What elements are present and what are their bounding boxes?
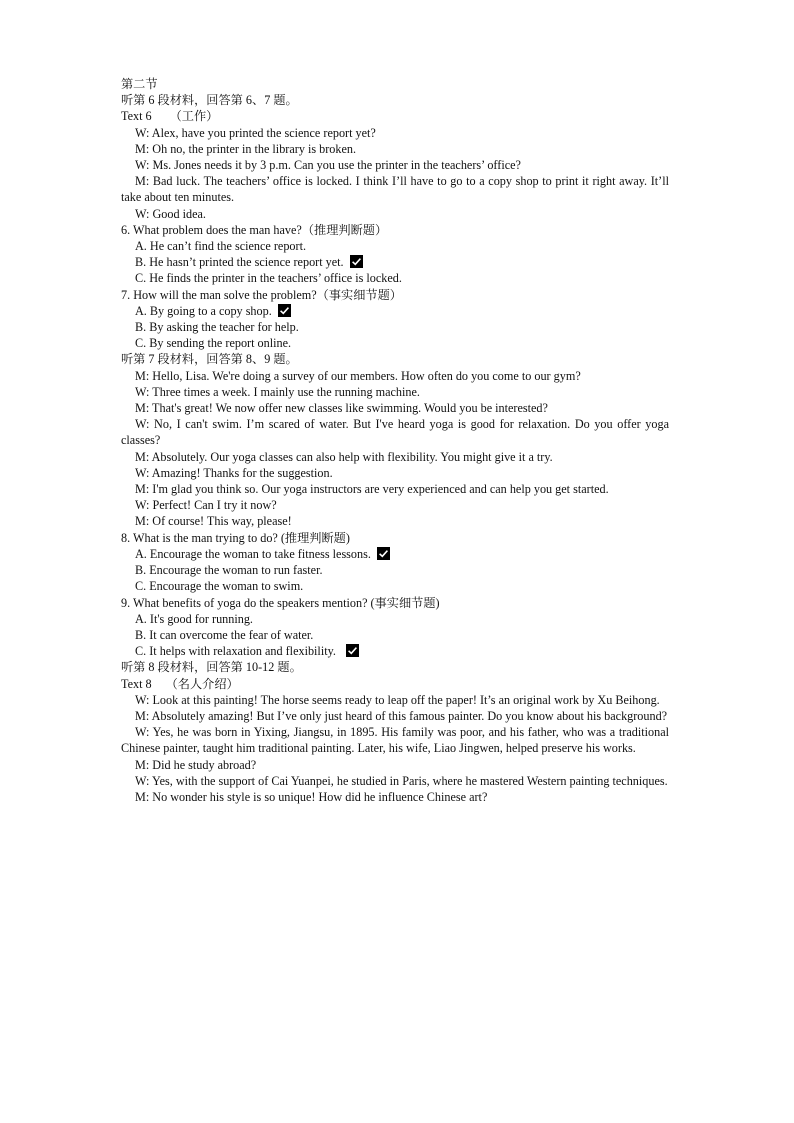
text8-topic: （名人介绍） — [165, 676, 239, 691]
dialogue-line: W: No, I can't swim. I’m scared of water. But I've heard yoga is good for relaxation. Do you offer yoga classes? — [121, 417, 669, 448]
document-page — [121, 76, 669, 805]
dialogue-line: W: Perfect! Can I try it now? — [135, 498, 277, 513]
dialogue-line: W: Good idea. — [135, 206, 206, 221]
question-9-stem: 9. What benefits of yoga do the speakers mention? (事实细节题) — [121, 595, 440, 610]
dialogue-line: W: Yes, he was born in Yixing, Jiangsu, in 1895. His family was poor, and his father, who was a traditional Chinese painter, taught him traditional painting. Later, his wife, Liao Jingwen, helped preserve his works. — [121, 725, 669, 756]
checkbox-checked-icon — [350, 255, 363, 268]
q7-option-c: C. By sending the report online. — [135, 336, 292, 351]
q6-option-a: A. He can’t find the science report. — [135, 239, 307, 254]
dialogue-line: M: Did he study abroad? — [135, 757, 257, 772]
dialogue-line: M: Absolutely. Our yoga classes can also help with flexibility. You might give it a try. — [135, 449, 553, 464]
text6-topic: （工作） — [169, 109, 219, 124]
q6-option-b — [121, 254, 669, 270]
text8-heading — [121, 676, 669, 692]
text8-label: Text 8 — [121, 676, 152, 691]
q9-option-b: B. It can overcome the fear of water. — [135, 627, 314, 642]
instruction-text8: 听第 8 段材料，回答第 10-12 题。 — [121, 660, 302, 675]
q8-option-c: C. Encourage the woman to swim. — [135, 579, 304, 594]
dialogue-line: M: Absolutely amazing! But I’ve only just heard of this famous painter. Do you know about his background? — [135, 708, 668, 723]
instruction-text7: 听第 7 段材料，回答第 8、9 题。 — [121, 352, 298, 367]
q6-option-c: C. He finds the printer in the teachers’ office is locked. — [135, 271, 402, 286]
q9-option-c — [121, 643, 669, 659]
q9-option-a: A. It's good for running. — [135, 611, 253, 626]
q6-option-b-text: B. He hasn’t printed the science report yet. — [135, 255, 344, 270]
checkbox-checked-icon — [377, 547, 390, 560]
text6-label: Text 6 — [121, 109, 152, 124]
section-heading: 第二节 — [121, 77, 158, 91]
dialogue-line: M: Of course! This way, please! — [135, 514, 292, 529]
q8-option-a — [121, 546, 669, 562]
q7-option-b: B. By asking the teacher for help. — [135, 320, 299, 335]
dialogue-line: M: Oh no, the printer in the library is broken. — [135, 141, 357, 156]
dialogue-line: W: Alex, have you printed the science report yet? — [135, 125, 376, 140]
dialogue-line: W: Yes, with the support of Cai Yuanpei, he studied in Paris, where he mastered Western painting techniques. — [135, 773, 668, 788]
question-7-stem: 7. How will the man solve the problem?（事实细节题） — [121, 287, 402, 302]
dialogue-line: M: No wonder his style is so unique! How did he influence Chinese art? — [135, 789, 488, 804]
q8-option-a-text: A. Encourage the woman to take fitness lessons. — [135, 546, 371, 561]
q7-option-a-text: A. By going to a copy shop. — [135, 303, 272, 318]
dialogue-line: W: Amazing! Thanks for the suggestion. — [135, 465, 333, 480]
checkbox-checked-icon — [278, 304, 291, 317]
dialogue-line: M: I'm glad you think so. Our yoga instructors are very experienced and can help you get started. — [135, 482, 609, 497]
question-6-stem: 6. What problem does the man have?（推理判断题） — [121, 222, 388, 237]
instruction-text6: 听第 6 段材料，回答第 6、7 题。 — [121, 93, 298, 108]
dialogue-line: W: Three times a week. I mainly use the running machine. — [135, 384, 420, 399]
q9-option-c-text: C. It helps with relaxation and flexibility. — [135, 644, 336, 659]
q8-option-b: B. Encourage the woman to run faster. — [135, 563, 323, 578]
question-8-stem: 8. What is the man trying to do? (推理判断题) — [121, 530, 350, 545]
checkbox-checked-icon — [346, 644, 359, 657]
dialogue-line: M: Hello, Lisa. We're doing a survey of our members. How often do you come to our gym? — [135, 368, 581, 383]
dialogue-line: M: That's great! We now offer new classes like swimming. Would you be interested? — [135, 401, 548, 416]
dialogue-line: W: Ms. Jones needs it by 3 p.m. Can you use the printer in the teachers’ office? — [135, 158, 521, 173]
dialogue-line: W: Look at this painting! The horse seems ready to leap off the paper! It’s an original work by Xu Beihong. — [135, 692, 660, 707]
text6-heading — [121, 108, 669, 124]
dialogue-line: M: Bad luck. The teachers’ office is locked. I think I’ll have to go to a copy shop to print it right away. It’ll take about ten minutes. — [121, 174, 669, 205]
q7-option-a — [121, 303, 669, 319]
